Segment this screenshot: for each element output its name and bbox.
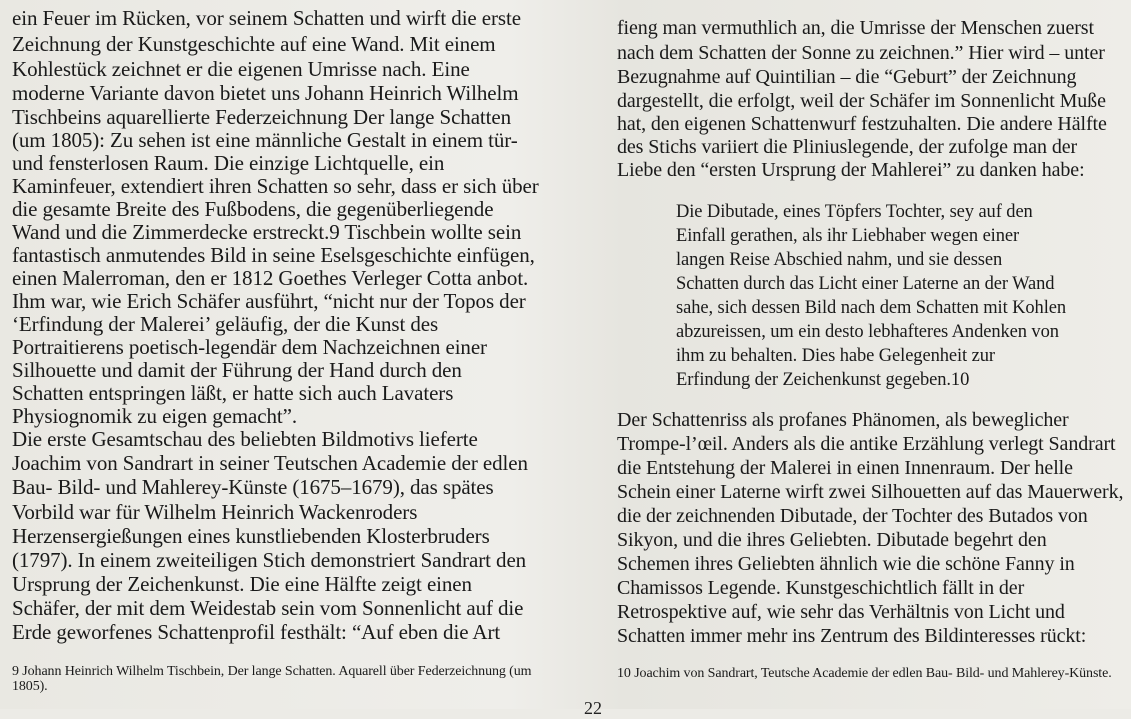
text-line: Ihm war, wie Erich Schäfer ausführt, “nicht nur der Topos der [12,289,526,313]
text-line: Zeichnung der Kunstgeschichte auf eine Wand. Mit einem [12,32,496,56]
text-line: Bau- Bild- und Mahlerey-Künste (1675–1679), das spätes [12,475,494,499]
text-line: dargestellt, die erfolgt, weil der Schäfer im Sonnenlicht Muße [617,90,1106,112]
text-line: Schatten entspringen läßt, er hatte sich auch Lavaters [12,381,454,405]
quote-line: Die Dibutade, eines Töpfers Tochter, sey auf den [676,202,1033,222]
text-line: nach dem Schatten der Sonne zu zeichnen.” Hier wird – unter [617,42,1105,64]
text-line: hat, den eigenen Schattenwurf festzuhalten. Die andere Hälfte [617,113,1107,135]
text-line: des Stichs variiert die Pliniuslegende, der zufolge man der [617,136,1078,158]
footnote-line: 9 Johann Heinrich Wilhelm Tischbein, Der lange Schatten. Aquarell über Federzeichnung (um [12,664,532,679]
text-line: Trompe-l’œil. Anders als die antike Erzählung verlegt Sandrart [617,433,1116,455]
text-line: Portraitierens poetisch-legendär dem Nachzeichnen einer [12,335,487,359]
text-line: Schein einer Laterne wirft zwei Silhouetten auf das Mauerwerk, [617,481,1124,503]
footnote-line: 1805). [12,679,48,694]
text-line: und fensterlosen Raum. Die einzige Lichtquelle, ein [12,151,445,175]
quote-line: Erfindung der Zeichenkunst gegeben.10 [676,370,970,390]
text-line: Schäfer, der mit dem Weidestab sein vom Sonnenlicht auf die [12,596,524,620]
quote-line: abzureissen, um ein desto lebhafteres Andenken von [676,322,1059,342]
text-line: Vorbild war für Wilhelm Heinrich Wackenroders [12,500,418,524]
text-line: Sikyon, und die ihres Geliebten. Dibutade begehrt den [617,529,1047,551]
quote-line: ihm zu behalten. Dies habe Gelegenheit zur [676,346,995,366]
text-line: die gesamte Breite des Fußbodens, die gegenüberliegende [12,197,494,221]
text-line: moderne Variante davon bietet uns Johann Heinrich Wilhelm [12,81,519,105]
text-line: Schemen ihres Geliebten ähnlich wie die schöne Fanny in [617,553,1075,575]
text-line: Ursprung der Zeichenkunst. Die eine Hälfte zeigt einen [12,572,472,596]
footnote-line: 10 Joachim von Sandrart, Teutsche Academie der edlen Bau- Bild- und Mahlerey-Künste. [617,666,1112,681]
text-line: Schatten immer mehr ins Zentrum des Bildinteresses rückt: [617,625,1087,647]
quote-line: sahe, sich dessen Bild nach dem Schatten mit Kohlen [676,298,1066,318]
text-line: Retrospektive auf, wie sehr das Verhältnis von Licht und [617,601,1065,623]
quote-line: langen Reise Abschied nahm, und sie dessen [676,250,1003,270]
text-line: die Entstehung der Malerei in einen Innenraum. Der helle [617,457,1073,479]
text-line: Kohlestück zeichnet er die eigenen Umrisse nach. Eine [12,57,470,81]
text-line: Joachim von Sandrart in seiner Teutschen Academie der edlen [12,451,528,475]
text-line: Tischbeins aquarellierte Federzeichnung Der lange Schatten [12,105,512,129]
text-line: fantastisch anmutendes Bild in seine Eselsgeschichte einfügen, [12,243,535,267]
text-line: Herzensergießungen eines kunstliebenden Klosterbruders [12,524,490,548]
text-line: Bezugnahme auf Quintilian – die “Geburt” der Zeichnung [617,66,1077,88]
text-line: Wand und die Zimmerdecke erstreckt.9 Tischbein wollte sein [12,220,522,244]
text-line: (1797). In einem zweiteiligen Stich demonstriert Sandrart den [12,548,527,572]
text-line: Chamissos Legende. Kunstgeschichtlich fällt in der [617,577,1025,599]
text-line: Die erste Gesamtschau des beliebten Bildmotivs lieferte [12,427,478,451]
text-line: Erde geworfenes Schattenprofil festhält: “Auf eben die Art [12,620,501,644]
text-line: Kaminfeuer, extendiert ihren Schatten so sehr, dass er sich über [12,174,539,198]
text-line: einen Malerroman, den er 1812 Goethes Verleger Cotta anbot. [12,266,529,290]
text-line: fieng man vermuthlich an, die Umrisse der Menschen zuerst [617,17,1094,39]
text-line: Silhouette und damit der Führung der Hand durch den [12,358,462,382]
quote-line: Einfall gerathen, als ihr Liebhaber wegen einer [676,226,1020,246]
text-line: (um 1805): Zu sehen ist eine männliche Gestalt in einem tür- [12,128,518,152]
page-number: 22 [584,698,602,718]
quote-line: Schatten durch das Licht einer Laterne an der Wand [676,274,1055,294]
text-line: ein Feuer im Rücken, vor seinem Schatten und wirft die erste [12,6,521,30]
text-line: Der Schattenriss als profanes Phänomen, als beweglicher [617,409,1069,431]
text-line: Liebe den “ersten Ursprung der Mahlerei” zu danken habe: [617,159,1085,181]
text-line: die der zeichnenden Dibutade, der Tochter des Butados von [617,505,1088,527]
text-line: ‘Erfindung der Malerei’ geläufig, der die Kunst des [12,312,439,336]
text-line: Physiognomik zu eigen gemacht”. [12,404,298,428]
